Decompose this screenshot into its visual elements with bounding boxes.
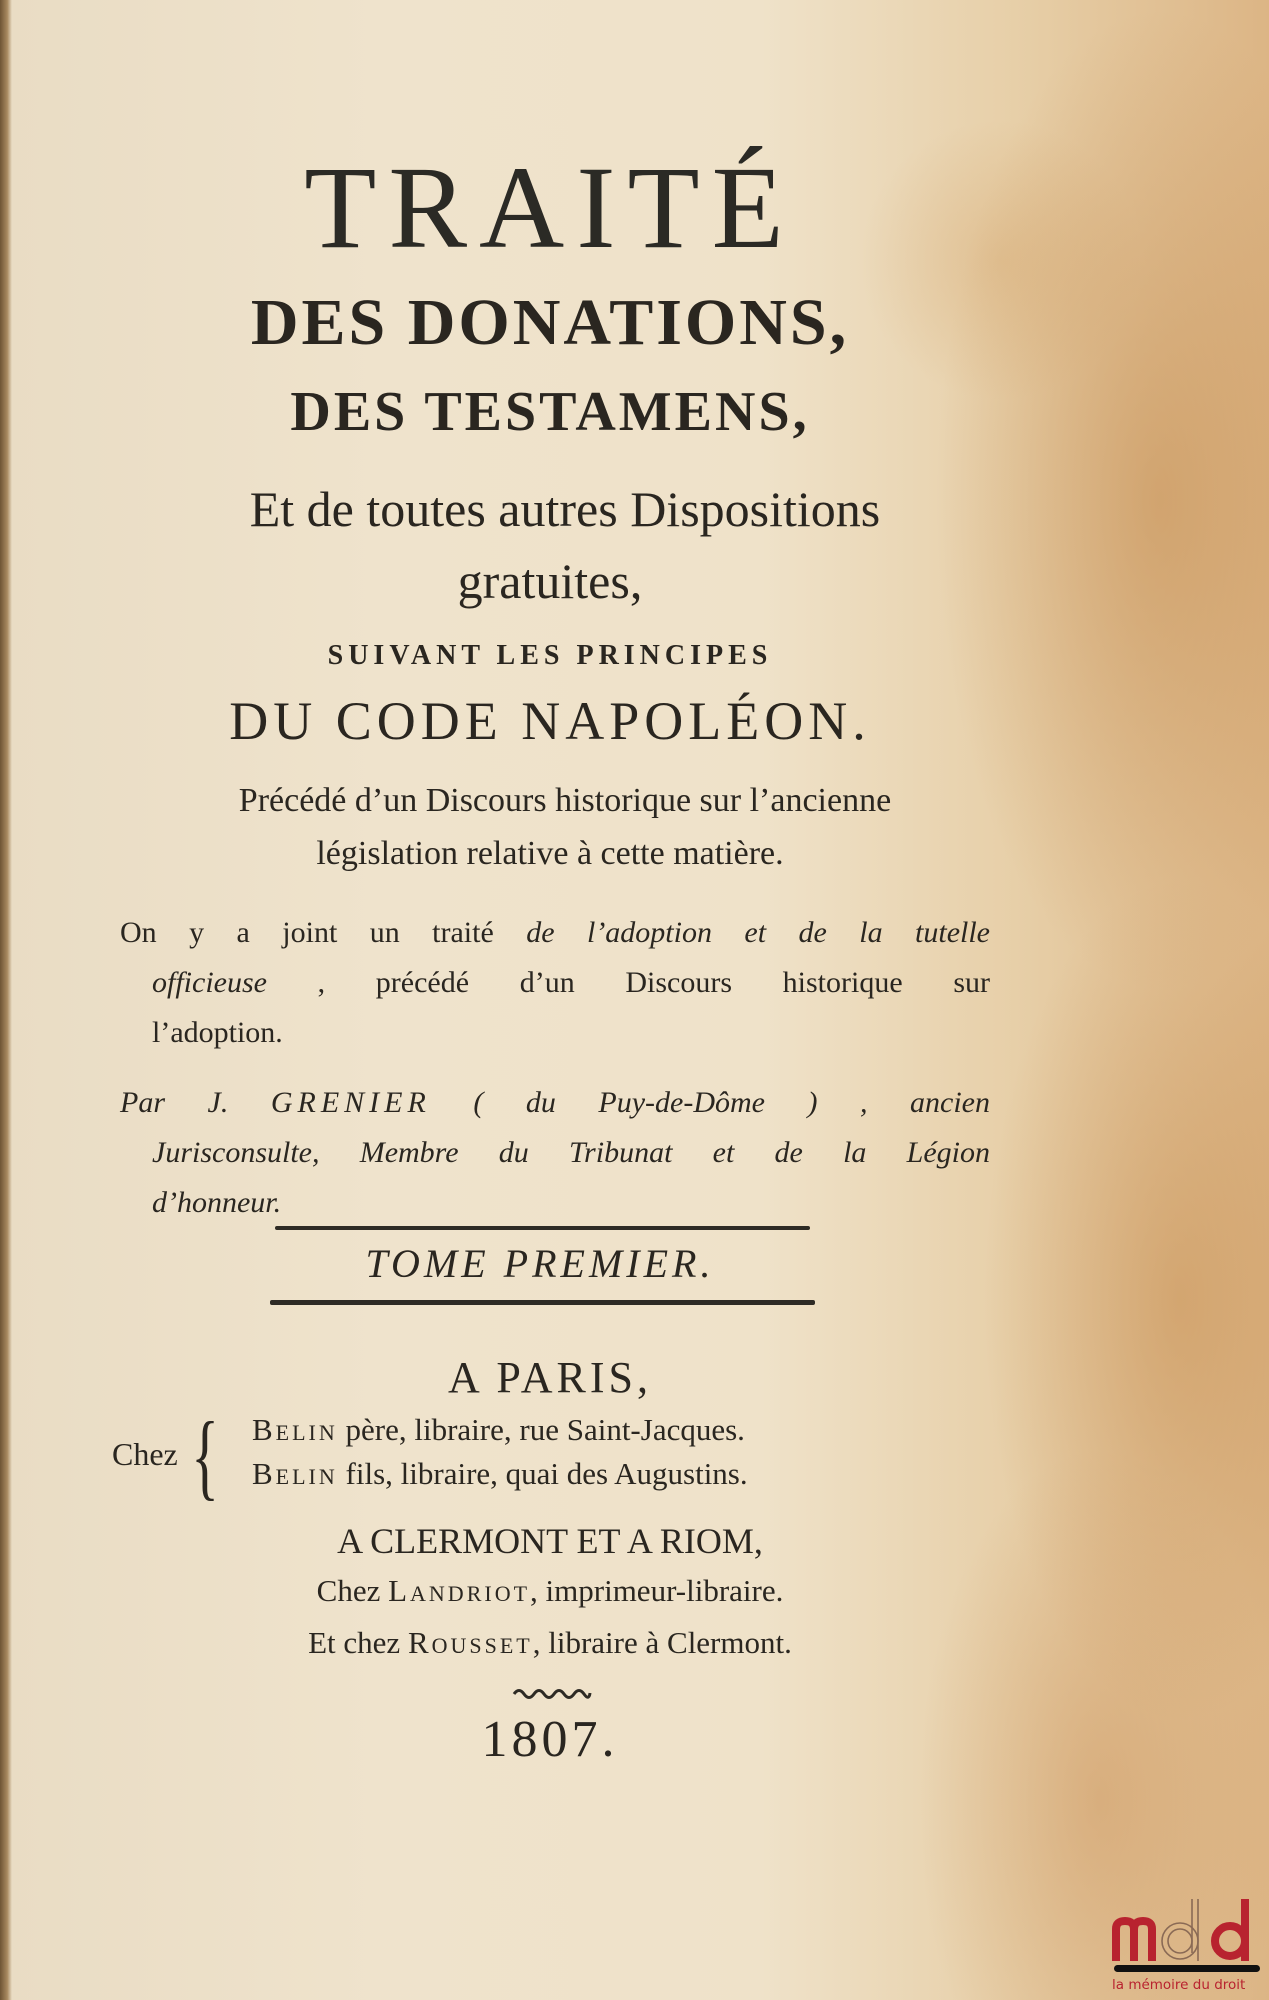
- subtitle-testamens: DES TESTAMENS,: [290, 381, 810, 443]
- volume-label: TOME PREMIER.: [365, 1241, 715, 1286]
- subtitle-gratuites: gratuites,: [457, 553, 643, 609]
- logo-tagline: la mémoire du droit: [1112, 1977, 1246, 1993]
- adoption-paragraph: [120, 908, 990, 1058]
- book-title: TRAITÉ: [304, 142, 796, 273]
- logo-bar: [1114, 1965, 1260, 1972]
- brace-icon: {: [191, 1402, 219, 1509]
- publication-year: 1807.: [481, 1711, 619, 1768]
- publisher-landriot: Chez Landriot, imprimeur-libraire.: [316, 1573, 784, 1608]
- precede-line-1: Précédé d’un Discours historique sur l’ancienne: [238, 782, 892, 819]
- divider-rule-top: [275, 1226, 810, 1230]
- mdd-logo: [1108, 1895, 1258, 1995]
- paris-publishers: [112, 1402, 1012, 1512]
- author-line-1: Par J. GRENIER ( du Puy-de-Dôme ) , ancien: [120, 1086, 990, 1119]
- suivant-les-principes: SUIVANT LES PRINCIPES: [327, 640, 773, 671]
- author-line-3: d’honneur.: [152, 1186, 282, 1219]
- imprint-city-clermont-riom: A CLERMONT ET A RIOM,: [337, 1521, 763, 1561]
- publisher-belin-fils: Belin fils, libraire, quai des Augustins.: [252, 1456, 748, 1491]
- author-name: GRENIER: [270, 1086, 431, 1119]
- adoption-line-1: On y a joint un traité de l’adoption et de la tutelle: [120, 916, 990, 949]
- publisher-belin-pere: Belin père, libraire, rue Saint-Jacques.: [252, 1412, 745, 1447]
- wave-ornament-icon: [512, 1685, 592, 1699]
- author-line-2: Jurisconsulte, Membre du Tribunat et de la Légion: [152, 1136, 990, 1169]
- chez-label: Chez: [112, 1436, 178, 1472]
- mdd-logo-mark-icon: [1112, 1895, 1262, 1965]
- divider-rule-bottom: [270, 1300, 815, 1305]
- imprint-city-paris: A PARIS,: [447, 1353, 653, 1402]
- precede-line-2: législation relative à cette matière.: [316, 835, 784, 872]
- code-napoleon: DU CODE NAPOLÉON.: [229, 691, 871, 751]
- adoption-line-3: l’adoption.: [152, 1016, 283, 1049]
- subtitle-donations: DES DONATIONS,: [250, 286, 850, 359]
- author-paragraph: [120, 1078, 990, 1228]
- publisher-rousset: Et chez Rousset, libraire à Clermont.: [308, 1625, 792, 1660]
- adoption-line-2: officieuse , précédé d’un Discours historique sur: [152, 966, 990, 999]
- subtitle-dispositions: Et de toutes autres Dispositions: [249, 481, 881, 537]
